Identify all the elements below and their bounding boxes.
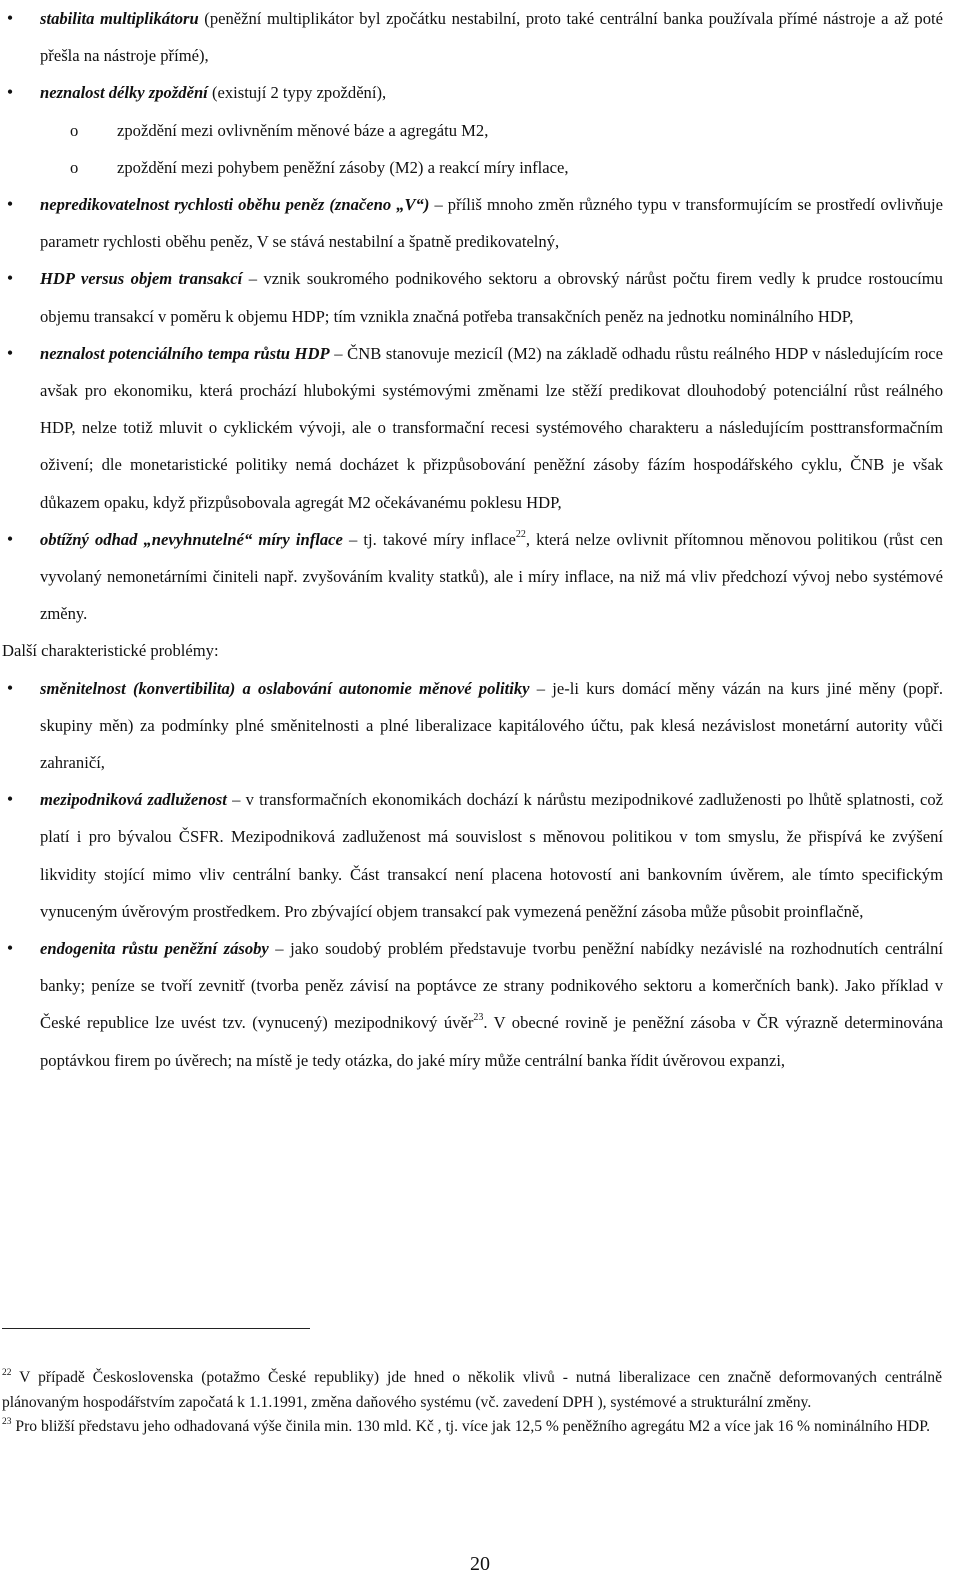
sub-list-item [70,149,960,186]
section-heading: Další charakteristické problémy: [2,641,219,661]
footnotes [2,1366,942,1440]
item-text: . V obecné rovině je peněžní zásoba v ČR výrazně determinována poptávkou firem po úvěrech; na místě je tedy otázka, do jaké míry může centrální banka řídit úvěrovou expanzi, [40,1013,943,1070]
item-term: stabilita multiplikátoru [40,9,199,28]
footnote-number: 22 [2,1368,12,1378]
bullet-icon: • [6,789,14,810]
item-text: – v transformačních ekonomikách dochází k nárůstu mezipodnikové zadluženosti po lhůtě splatnosti, což platí i pro bývalou ČSFR. Mezipodniková zadluženost má souvislost s měnovou politikou v tom smyslu, že přispívá ke zvýšení likvidity stojící mimo vliv centrální banky. Část transakcí není placena hotovostí ani bankovním úvěrem, ale tímto specifickým vynuceným úvěrovým prostředkem. Pro zbývající objem transakcí pak vymezená peněžní zásoba může působit proinflačně, [40,790,943,921]
bullet-icon: • [6,528,14,549]
sub-bullet-marker: o [70,120,79,140]
list-item [0,74,960,111]
item-text: (existují 2 typy zpoždění), [207,83,387,103]
bullet-icon: • [6,8,14,28]
bullet-icon: • [6,938,14,959]
bullet-icon: • [6,82,14,103]
item-term: neznalost délky zpoždění [40,83,208,103]
list-item [0,0,960,74]
footnote [2,1366,942,1415]
item-text: (peněžní multiplikátor byl zpočátku nestabilní, proto také centrální banka používala přímé nástroje a až poté přešla na nástroje přímé), [40,9,943,66]
bullet-icon: • [6,342,14,363]
bullet-icon: • [6,268,14,289]
bullet-icon: • [6,677,14,698]
item-term: HDP versus objem transakcí [40,269,243,289]
item-term: nepredikovatelnost rychlosti oběhu peněz (značeno „V“) [40,195,430,215]
list-item [0,670,960,782]
item-text: , která nelze ovlivnit přítomnou měnovou politikou (růst cen vyvolaný nemonetárními činiteli např. zvyšováním kvality statků), ale i míry inflace, na niž má vliv předchozí vývoj nebo systémové změny. [40,529,943,624]
list-item [0,335,960,521]
footnote-separator [2,1328,310,1329]
sub-item-text: zpoždění mezi pohybem peněžní zásoby (M2) a reakcí míry inflace, [117,157,569,177]
list-item [0,186,960,260]
sub-item-text: zpoždění mezi ovlivněním měnové báze a agregátu M2, [117,120,489,140]
list-item [0,781,960,930]
footnote-number: 23 [2,1417,12,1428]
footnote [2,1415,942,1440]
footnote-text: V případě Československa (potažmo České republiky) jde hned o několik vlivů - nutná liberalizace cen značně deformovaných centrálně plánovaným hospodářstvím započatá k 1.1.1991, změna daňového systému (vč. zavedení DPH ), systémové a strukturální změny. [2,1369,942,1411]
list-item [0,930,960,1079]
list-item [0,521,960,633]
item-text: – tj. takové míry inflace [342,529,516,549]
item-term: neznalost potenciálního tempa růstu HDP [40,343,330,363]
item-text: – ČNB stanovuje mezicíl (M2) na základě odhadu růstu reálného HDP v následujícím roce avšak pro ekonomiku, která prochází hlubokými systémovými změnami lze stěží predikovat dlouhodobý potenciální růst reálného HDP, nelze totiž mluvit o cyklickém vývoji, ale o transformační recesi systémového charakteru a následujícím posttransformačním oživení; dle monetaristické politiky nemá docházet k přizpůsobování peněžní zásoby fázím hospodářského cyklu, ČNB je však důkazem opaku, když přizpůsobovala agregát M2 očekávanému poklesu HDP, [40,343,943,512]
item-term: obtížný odhad „nevyhnutelné“ míry inflace [40,529,343,549]
footnote-reference[interactable]: 22 [515,528,526,540]
footnote-reference[interactable]: 23 [473,1012,484,1024]
item-text: – příliš mnoho změn různého typu v transformujícím se prostředí ovlivňuje parametr rychlosti oběhu peněz, V se stává nestabilní a špatně predikovatelný, [40,195,943,252]
item-text: – vznik soukromého podnikového sektoru a obrovský nárůst počtu firem vedly k prudce rostoucímu objemu transakcí v poměru k objemu HDP; tím vznikla značná potřeba transakčních peněz na jednotku nominálního HDP, [40,269,943,326]
item-text: – jako soudobý problém představuje tvorbu peněžní nabídky nezávislé na rozhodnutích centrální banky; peníze se tvoří zevnitř (tvorba peněz závisí na poptávce ze strany podnikového sektoru a komerčních bank). Jako příklad v České republice lze uvést tzv. (vynucený) mezipodnikový úvěr [40,939,944,1033]
item-term: mezipodniková zadluženost [40,790,227,810]
list-item [0,260,960,334]
page-number: 20 [470,1553,490,1575]
item-term: směnitelnost (konvertibilita) a oslabování autonomie měnové politiky [40,678,530,698]
bullet-icon: • [6,194,14,215]
sub-list-item [70,112,960,149]
item-text: – je-li kurs domácí měny vázán na kurs jiné měny (popř. skupiny měn) za podmínky plné směnitelnosti a plné liberalizace kapitálového účtu, pak klesá nezávislost monetární autority vůči zahraničí, [40,678,943,773]
item-term: endogenita růstu peněžní zásoby [40,939,269,959]
sub-bullet-marker: o [70,157,79,177]
footnote-text: Pro bližší představu jeho odhadovaná výše činila min. 130 mld. Kč , tj. více jak 12,5 % peněžního agregátu M2 a více jak 16 % nominálního HDP. [11,1418,931,1436]
